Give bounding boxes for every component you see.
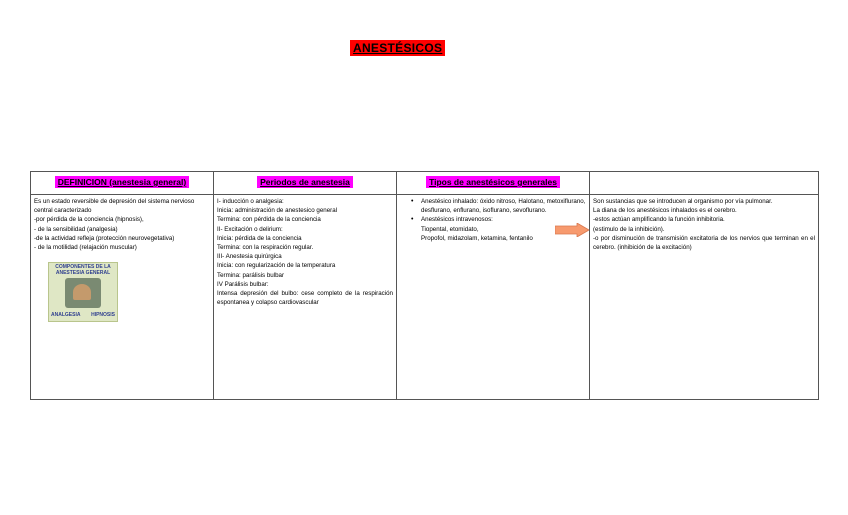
header-row — [31, 172, 819, 195]
header-cell-tipos — [397, 172, 590, 195]
header-periodos: Periodos de anestesia — [257, 176, 353, 188]
components-image — [48, 262, 118, 322]
header-tipos: Tipos de anestésicos generales — [426, 176, 560, 188]
descripcion-line: -o por disminución de transmisión excitatoria de los nervios que terminan en el cerebro. (inhibición de la excitación) — [593, 234, 815, 252]
cell-periodos — [214, 195, 397, 400]
header-cell-periodos — [214, 172, 397, 195]
descripcion-line: La diana de los anestésicos inhalados es el cerebro. — [593, 207, 737, 215]
intravenosos-line: Tiopental, etomidato, — [421, 225, 479, 233]
cell-descripcion — [590, 195, 819, 400]
periodo-line: Termina: con la respiración regular. — [217, 244, 314, 252]
periodo-line: Inicia: pérdida de la conciencia — [217, 234, 302, 242]
periodo-line: I- inducción o analgesia: — [217, 198, 284, 205]
page-title: ANESTÉSICOS — [350, 40, 445, 56]
cell-definicion — [31, 195, 214, 400]
periodo-line: IV Parálisis bulbar: — [217, 280, 269, 288]
periodo-line: Termina: con pérdida de la conciencia — [217, 216, 321, 224]
periodo-line: III- Anestesia quirúrgica — [217, 253, 282, 261]
arrow-right-icon — [555, 223, 589, 237]
header-definicion: DEFINICION (anestesia general) — [55, 176, 189, 188]
periodo-line: Inicia: administración de anestesico general — [217, 207, 338, 215]
definicion-line: -de la actividad refleja (protección neurovegetativa) — [34, 234, 175, 242]
periodo-line: Inicia: con regularización de la temperatura — [217, 262, 336, 270]
periodo-line: Intensa depresión del bulbo: cese completo de la respiración espontanea y colapso cardiovascular — [217, 290, 393, 307]
header-cell-empty — [590, 172, 819, 195]
definicion-line: - de la motilidad (relajación muscular) — [34, 244, 137, 252]
periodo-line: II- Excitación o delirium: — [217, 225, 283, 233]
components-image-left-label: ANALGESIA — [51, 312, 81, 319]
header-cell-definicion — [31, 172, 214, 195]
tipo-inhalado — [421, 197, 586, 215]
intravenosos-label: Anestésicos intravenosos: — [421, 216, 493, 224]
definicion-line: Es un estado reversible de depresión del sistema nervioso central caracterizado — [34, 198, 195, 215]
descripcion-line: (estimulo de la inhibición). — [593, 225, 665, 233]
definicion-line: -por pérdida de la conciencia (hipnosis), — [34, 216, 144, 224]
definicion-line: - de la sensibilidad (analgesia) — [34, 225, 118, 233]
content-row — [31, 195, 819, 400]
inhalado-text: óxido nitroso, Halotano, metoxiflurano, desflurano, enflurano, isoflurano, sevoflurano. — [421, 198, 586, 215]
periodo-line: Termina: parálisis bulbar — [217, 271, 285, 279]
intravenosos-line: Propofol, midazolam, ketamina, fentanilo — [421, 234, 533, 242]
components-image-heading: COMPONENTES DE LA ANESTESIA GENERAL — [55, 264, 111, 277]
descripcion-line: -estos actúan amplificando la función inhibitoria. — [593, 216, 725, 224]
components-image-right-label: HIPNOSIS — [91, 312, 115, 319]
descripcion-line: Son sustancias que se introducen al organismo por vía pulmonar. — [593, 198, 773, 205]
anesthesia-table — [30, 171, 819, 400]
anesthesia-illustration — [65, 278, 101, 308]
inhalado-label: Anestésico inhalado: — [421, 198, 479, 205]
